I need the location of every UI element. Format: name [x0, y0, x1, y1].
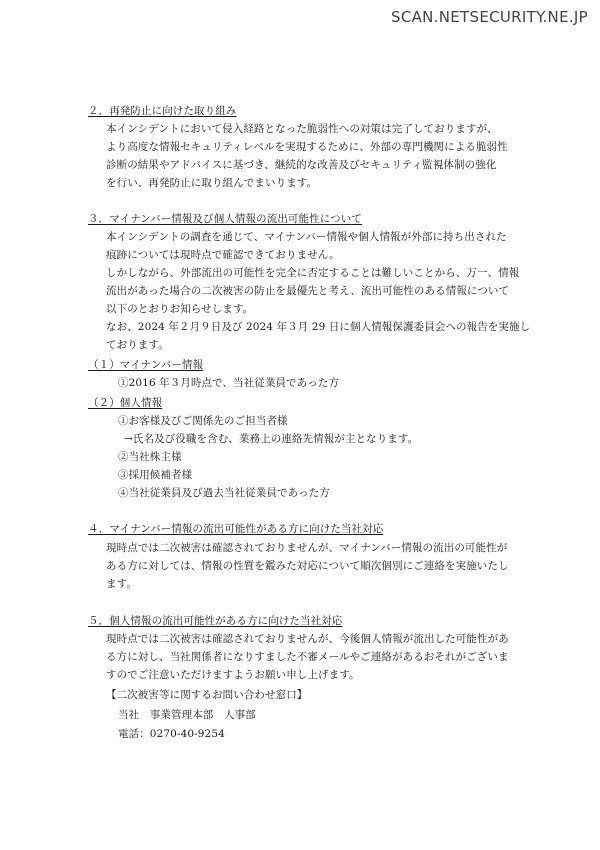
section-3-line: ております。 — [106, 339, 169, 351]
list-item: ④当社従業員及び過去当社従業員であった方 — [118, 487, 330, 499]
section-5-heading: ５．個人情報の流出可能性がある方に向けた当社対応 — [88, 615, 343, 627]
section-5-line: 現時点では二次被害は確認されておりませんが、今後個人情報が流出した可能性があ — [106, 633, 509, 645]
list-item: ①2016 年３月時点で、当社従業員であった方 — [118, 377, 340, 389]
subsection-personal-info-heading: （２）個人情報 — [88, 397, 163, 409]
section-3-heading: ３．マイナンバー情報及び個人情報の流出可能性について — [88, 213, 362, 225]
section-3-line: 痕跡については現時点で確認できておりません。 — [106, 249, 340, 261]
section-2-line: 診断の結果やアドバイスに基づき、継続的な改善及びセキュリティ監視体制の強化 — [106, 159, 497, 171]
section-3-line: 流出があった場合の二次被害の防止を最優先と考え、流出可能性のある情報について — [106, 285, 510, 297]
contact-heading: 【二次被害等に関するお問い合わせ窓口】 — [106, 689, 308, 701]
section-2-line: を行い、再発防止に取り組んでまいります。 — [106, 177, 318, 189]
list-item-note: →氏名及び役職を含む、業務上の連絡先情報が主となります。 — [124, 433, 419, 445]
section-4-line: 現時点では二次被害は確認されておりませんが、マイナンバー情報の流出の可能性が — [106, 542, 508, 554]
list-item: ②当社株主様 — [118, 451, 182, 463]
subsection-mynumber-heading: （１）マイナンバー情報 — [88, 359, 204, 371]
section-3-line: しかしながら、外部流出の可能性を完全に否定することは難しいことから、万一、情報 — [106, 267, 520, 279]
section-2-line: 本インシデントにおいて侵入経路となった脆弱性への対策は完了しておりますが、 — [106, 123, 498, 135]
watermark: SCAN.NETSECURITY.NE.JP — [391, 8, 588, 26]
section-5-line: る方に対し、当社関係者になりすました不審メールやご連絡があるおそれがございま — [106, 651, 509, 663]
list-item: ①お客様及びご関係先のご担当者様 — [118, 415, 288, 427]
section-4-line: ある方に対しては、情報の性質を鑑みた対応について順次個別にご連絡を実施いたし — [106, 560, 509, 572]
section-3-line: なお、2024 年２月９日及び 2024 年３月 29 日に個人情報保護委員会への報告を実施し — [106, 321, 531, 333]
section-3-line: 本インシデントの調査を通じて、マイナンバー情報や個人情報が外部に持ち出された — [106, 231, 507, 243]
section-2-heading: ２．再発防止に向けた取り組み — [88, 105, 237, 117]
section-3-line: 以下のとおりお知らせします。 — [106, 303, 254, 315]
contact-phone: 電話：0270-40-9254 — [118, 728, 225, 740]
contact-department: 当社 事業管理本部 人事部 — [118, 709, 256, 721]
section-5-line: すのでご注意いただけますようお願い申し上げます。 — [106, 669, 360, 681]
section-2-line: より高度な情報セキュリティレベルを実現するために、外部の専門機関による脆弱性 — [106, 141, 508, 153]
section-4-heading: ４．マイナンバー情報の流出可能性がある方に向けた当社対応 — [88, 523, 384, 535]
section-4-line: ます。 — [106, 578, 137, 590]
list-item: ③採用候補者様 — [118, 469, 193, 481]
